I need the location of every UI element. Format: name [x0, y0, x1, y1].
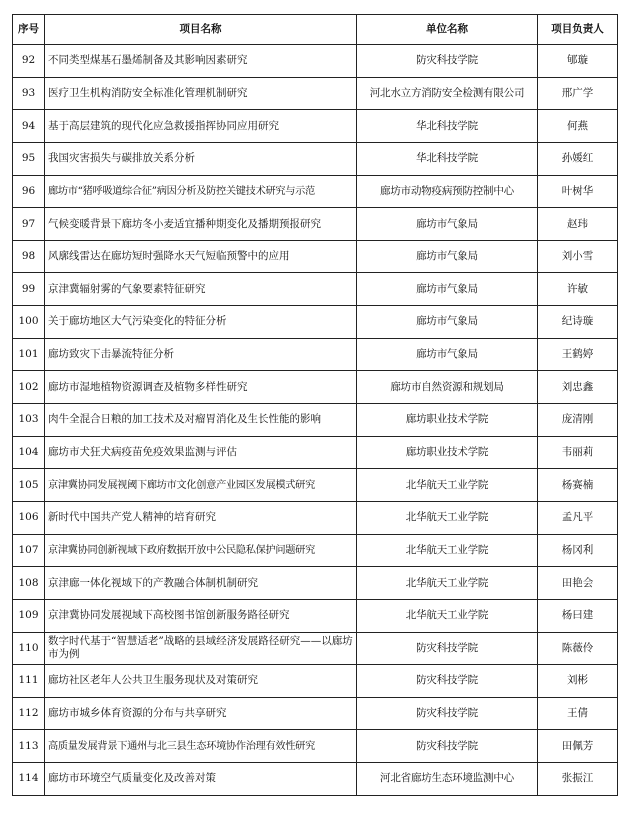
- cell-project-name: 高质量发展背景下通州与北三县生态环境协作治理有效性研究: [45, 730, 357, 763]
- cell-organization: 北华航天工业学院: [357, 599, 538, 632]
- cell-project-name: 医疗卫生机构消防安全标准化管理机制研究: [45, 77, 357, 110]
- cell-number: 106: [13, 501, 45, 534]
- table-row: [13, 632, 618, 665]
- cell-organization: 华北科技学院: [357, 110, 538, 143]
- cell-project-name: 数字时代基于“智慧适老”战略的县域经济发展路径研究——以廊坊市为例: [45, 632, 357, 665]
- cell-number: 108: [13, 567, 45, 600]
- cell-organization: 防灾科技学院: [357, 697, 538, 730]
- table-row: [13, 599, 618, 632]
- cell-leader: 叶树华: [538, 175, 618, 208]
- cell-number: 94: [13, 110, 45, 143]
- cell-project-name: 廊坊市湿地植物资源调查及植物多样性研究: [45, 371, 357, 404]
- cell-leader: 田艳会: [538, 567, 618, 600]
- cell-leader: 孙媛红: [538, 142, 618, 175]
- cell-organization: 河北省廊坊生态环境监测中心: [357, 763, 538, 796]
- cell-organization: 廊坊职业技术学院: [357, 436, 538, 469]
- cell-project-name: 新时代中国共产党人精神的培育研究: [45, 501, 357, 534]
- cell-leader: 杨冈利: [538, 534, 618, 567]
- cell-project-name: 廊坊市犬狂犬病疫苗免疫效果监测与评估: [45, 436, 357, 469]
- table-row: [13, 697, 618, 730]
- cell-project-name: 肉牛全混合日粮的加工技术及对瘤胃消化及生长性能的影响: [45, 404, 357, 437]
- cell-number: 103: [13, 404, 45, 437]
- cell-number: 111: [13, 665, 45, 698]
- cell-leader: 孟凡平: [538, 501, 618, 534]
- cell-leader: 韦丽莉: [538, 436, 618, 469]
- table-row: [13, 142, 618, 175]
- cell-leader: 杨赛楠: [538, 469, 618, 502]
- cell-leader: 张振江: [538, 763, 618, 796]
- cell-organization: 廊坊市气象局: [357, 338, 538, 371]
- cell-project-name: 风廓线雷达在廊坊短时强降水天气短临预警中的应用: [45, 240, 357, 273]
- cell-number: 97: [13, 208, 45, 241]
- cell-number: 107: [13, 534, 45, 567]
- table-row: [13, 45, 618, 78]
- cell-organization: 廊坊职业技术学院: [357, 404, 538, 437]
- cell-project-name: 京津冀协同发展视阈下廊坊市文化创意产业园区发展模式研究: [45, 469, 357, 502]
- cell-number: 110: [13, 632, 45, 665]
- cell-leader: 庞清刚: [538, 404, 618, 437]
- cell-leader: 赵玮: [538, 208, 618, 241]
- table-row: [13, 501, 618, 534]
- cell-leader: 王倩: [538, 697, 618, 730]
- cell-project-name: 京津廊一体化视域下的产教融合体制机制研究: [45, 567, 357, 600]
- cell-leader: 刘小雪: [538, 240, 618, 273]
- cell-number: 101: [13, 338, 45, 371]
- cell-organization: 廊坊市气象局: [357, 306, 538, 339]
- cell-leader: 邢广学: [538, 77, 618, 110]
- cell-leader: 许敏: [538, 273, 618, 306]
- table-row: [13, 404, 618, 437]
- table-row: [13, 208, 618, 241]
- table-row: [13, 240, 618, 273]
- cell-project-name: 廊坊市环境空气质量变化及改善对策: [45, 763, 357, 796]
- cell-organization: 廊坊市动物疫病预防控制中心: [357, 175, 538, 208]
- cell-number: 100: [13, 306, 45, 339]
- cell-leader: 杨曰建: [538, 599, 618, 632]
- table-row: [13, 273, 618, 306]
- cell-project-name: 廊坊市“猪呼吸道综合征”病因分析及防控关键技术研究与示范: [45, 175, 357, 208]
- table-row: [13, 371, 618, 404]
- cell-project-name: 不同类型煤基石墨烯制备及其影响因素研究: [45, 45, 357, 78]
- cell-organization: 防灾科技学院: [357, 632, 538, 665]
- table-body: [13, 45, 618, 796]
- cell-project-name: 气候变暖背景下廊坊冬小麦适宜播种期变化及播期预报研究: [45, 208, 357, 241]
- cell-leader: 纪诗璇: [538, 306, 618, 339]
- cell-leader: 田佩芳: [538, 730, 618, 763]
- cell-project-name: 关于廊坊地区大气污染变化的特征分析: [45, 306, 357, 339]
- cell-project-name: 京津冀辐射雾的气象要素特征研究: [45, 273, 357, 306]
- cell-number: 109: [13, 599, 45, 632]
- table-row: [13, 306, 618, 339]
- cell-project-name: 我国灾害损失与碳排放关系分析: [45, 142, 357, 175]
- cell-leader: 郇璇: [538, 45, 618, 78]
- cell-leader: 刘彬: [538, 665, 618, 698]
- header-no: 序号: [13, 15, 45, 45]
- cell-number: 105: [13, 469, 45, 502]
- cell-organization: 北华航天工业学院: [357, 501, 538, 534]
- cell-organization: 北华航天工业学院: [357, 469, 538, 502]
- cell-number: 113: [13, 730, 45, 763]
- cell-organization: 廊坊市自然资源和规划局: [357, 371, 538, 404]
- cell-project-name: 廊坊社区老年人公共卫生服务现状及对策研究: [45, 665, 357, 698]
- cell-number: 112: [13, 697, 45, 730]
- table-row: [13, 567, 618, 600]
- table-row: [13, 534, 618, 567]
- cell-organization: 北华航天工业学院: [357, 534, 538, 567]
- cell-organization: 防灾科技学院: [357, 45, 538, 78]
- cell-organization: 廊坊市气象局: [357, 208, 538, 241]
- project-table: [12, 14, 618, 796]
- header-org: 单位名称: [357, 15, 538, 45]
- cell-number: 102: [13, 371, 45, 404]
- table-row: [13, 110, 618, 143]
- header-lead: 项目负责人: [538, 15, 618, 45]
- cell-number: 114: [13, 763, 45, 796]
- cell-project-name: 廊坊致灾下击暴流特征分析: [45, 338, 357, 371]
- cell-leader: 何燕: [538, 110, 618, 143]
- cell-organization: 防灾科技学院: [357, 730, 538, 763]
- table-row: [13, 338, 618, 371]
- table-row: [13, 763, 618, 796]
- cell-number: 92: [13, 45, 45, 78]
- cell-organization: 防灾科技学院: [357, 665, 538, 698]
- cell-project-name: 京津冀协同创新视域下政府数据开放中公民隐私保护问题研究: [45, 534, 357, 567]
- cell-project-name: 基于高层建筑的现代化应急救援指挥协同应用研究: [45, 110, 357, 143]
- cell-organization: 廊坊市气象局: [357, 273, 538, 306]
- cell-organization: 北华航天工业学院: [357, 567, 538, 600]
- table-row: [13, 175, 618, 208]
- table-header: [13, 15, 618, 45]
- cell-number: 99: [13, 273, 45, 306]
- table-row: [13, 665, 618, 698]
- cell-project-name: 廊坊市城乡体育资源的分布与共享研究: [45, 697, 357, 730]
- table-row: [13, 436, 618, 469]
- cell-leader: 刘忠鑫: [538, 371, 618, 404]
- table-row: [13, 469, 618, 502]
- cell-number: 96: [13, 175, 45, 208]
- table-row: [13, 730, 618, 763]
- table-row: [13, 77, 618, 110]
- cell-number: 95: [13, 142, 45, 175]
- cell-number: 93: [13, 77, 45, 110]
- cell-number: 98: [13, 240, 45, 273]
- cell-organization: 河北水立方消防安全检测有限公司: [357, 77, 538, 110]
- header-name: 项目名称: [45, 15, 357, 45]
- cell-organization: 华北科技学院: [357, 142, 538, 175]
- cell-leader: 陈薇伶: [538, 632, 618, 665]
- cell-organization: 廊坊市气象局: [357, 240, 538, 273]
- cell-number: 104: [13, 436, 45, 469]
- cell-project-name: 京津冀协同发展视域下高校图书馆创新服务路径研究: [45, 599, 357, 632]
- cell-leader: 王鹤婷: [538, 338, 618, 371]
- header-row: [13, 15, 618, 45]
